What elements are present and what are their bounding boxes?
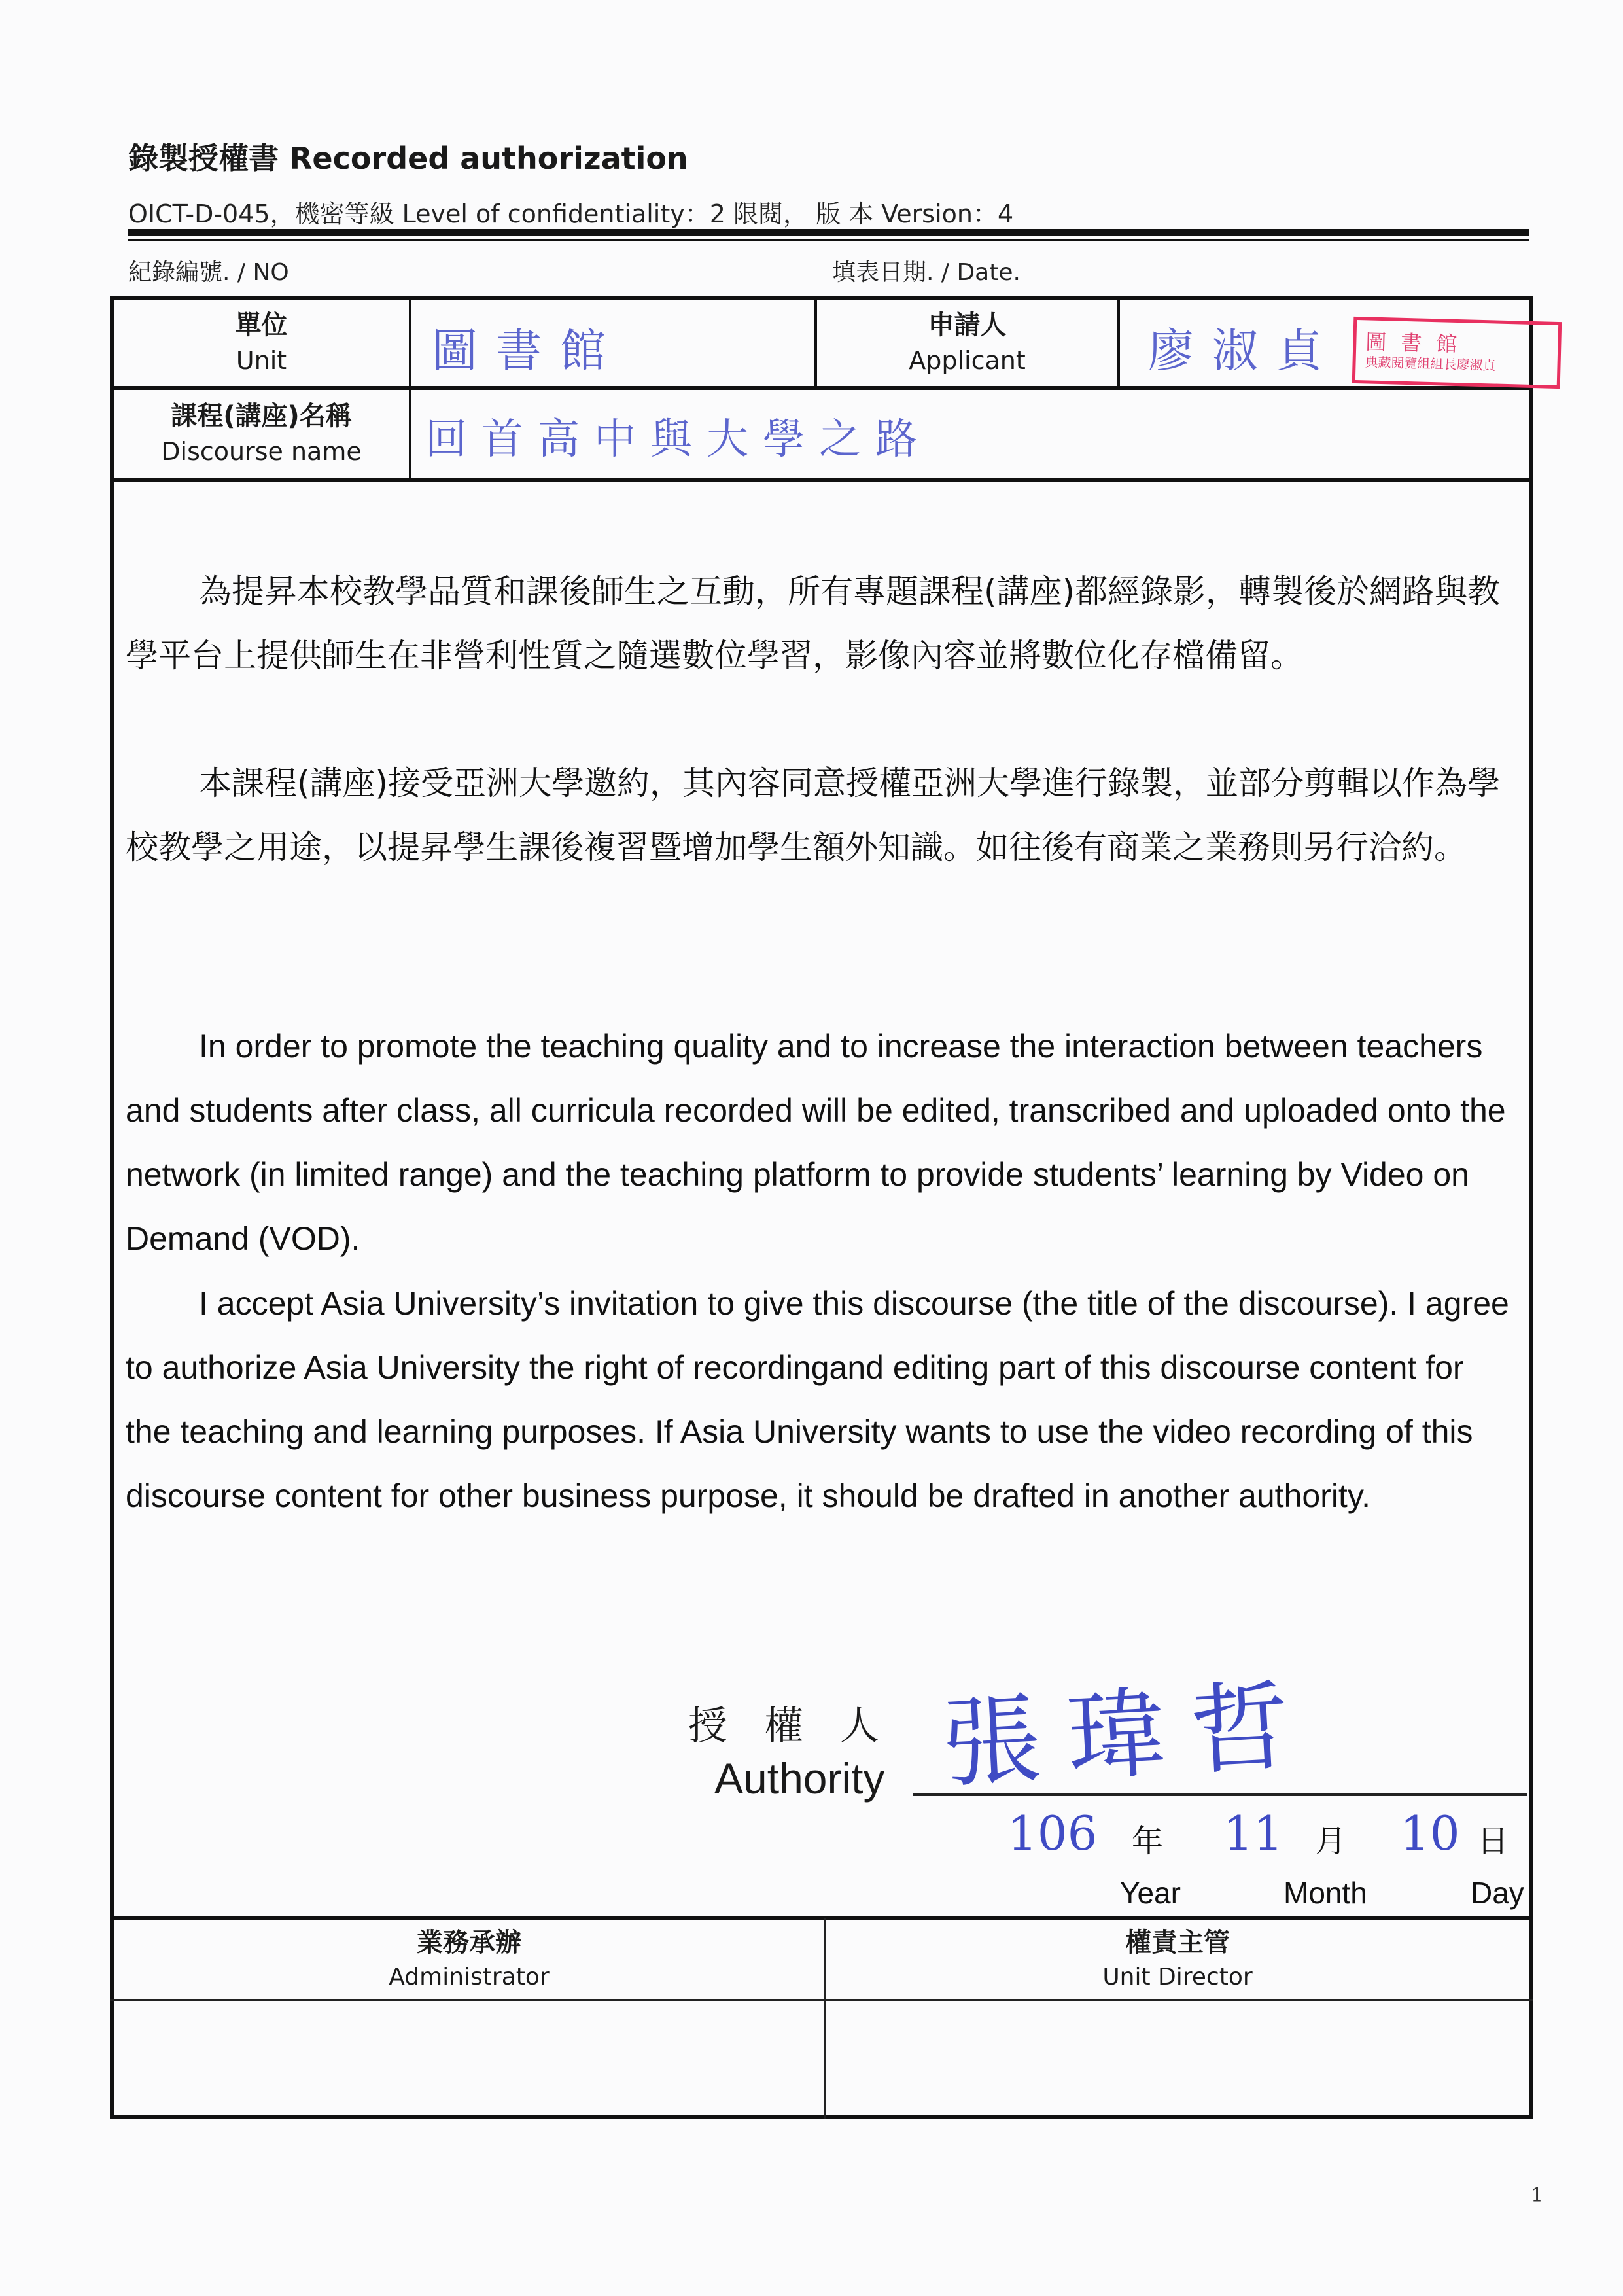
signature-field[interactable]: 張瑋哲 bbox=[939, 1669, 1318, 1802]
year-unit: 年 bbox=[1132, 1823, 1164, 1860]
month-label-en: Month bbox=[1283, 1876, 1367, 1910]
administrator-sign-box[interactable] bbox=[114, 2001, 824, 2115]
header-divider-thin bbox=[128, 239, 1529, 241]
month-field[interactable]: 11 bbox=[1223, 1806, 1283, 1861]
fill-date-label: 填表日期. / Date. bbox=[832, 259, 1021, 286]
discourse-label-zh: 課程(講座)名稱 bbox=[171, 401, 352, 432]
en-paragraph-1 bbox=[126, 1014, 1512, 1271]
zh-paragraph-1 bbox=[126, 559, 1512, 688]
zh-paragraph-2 bbox=[126, 751, 1512, 879]
official-seal-stamp bbox=[1352, 317, 1562, 389]
administrator-label-en: Administrator bbox=[389, 1964, 550, 1991]
applicant-label-en: Applicant bbox=[909, 346, 1026, 376]
page-number: 1 bbox=[1531, 2184, 1544, 2207]
stamp-line-2: 典藏閱覽組組長廖淑貞 bbox=[1365, 353, 1496, 374]
en-paragraph-1-text: In order to promote the teaching quality and to increase the interaction between teachers and students after class, all curricula recorded will be edited, transcribed and uploaded onto the network (in limited range) and the teaching platform to provide students’ learning by Video on Demand (VOD). bbox=[126, 1028, 1506, 1257]
discourse-label-en: Discourse name bbox=[161, 437, 362, 467]
en-paragraph-2-text: I accept Asia University’s invitation to give this discourse (the title of the discourse). I agree to authorize Asia University the right of recordingand editing part of this discourse content for the teaching and learning purposes. If Asia University wants to use the video recording of this discourse content for other business purpose, it should be drafted in another authority. bbox=[126, 1285, 1509, 1514]
unit-label-zh: 單位 bbox=[235, 310, 288, 341]
day-label-en: Day bbox=[1471, 1876, 1524, 1910]
unit-director-label bbox=[826, 1920, 1529, 1999]
stamp-line-1: 圖書館 bbox=[1365, 329, 1472, 357]
administrator-label bbox=[114, 1920, 824, 1999]
unit-label-en: Unit bbox=[236, 346, 287, 376]
document-title: 錄製授權書 Recorded authorization bbox=[128, 141, 688, 176]
year-field[interactable]: 106 bbox=[1007, 1806, 1098, 1861]
unit-director-sign-box[interactable] bbox=[826, 2001, 1529, 2115]
zh-paragraph-1-text: 為提昇本校教學品質和課後師生之互動，所有專題課程(講座)都經錄影，轉製後於網路與教學平台上提供師生在非營利性質之隨選數位學習，影像內容並將數位化存檔備留。 bbox=[126, 573, 1501, 675]
day-unit: 日 bbox=[1477, 1823, 1509, 1860]
record-number-label: 紀錄編號. / NO bbox=[128, 259, 289, 286]
unit-director-label-en: Unit Director bbox=[1102, 1964, 1253, 1991]
applicant-label bbox=[817, 300, 1117, 386]
authority-label-en: Authority bbox=[714, 1754, 885, 1803]
column-divider bbox=[409, 296, 411, 479]
zh-paragraph-2-text: 本課程(講座)接受亞洲大學邀約，其內容同意授權亞洲大學進行錄製，並部分剪輯以作為學校教學之用途，以提昇學生課後複習暨增加學生額外知識。如往後有商業之業務則另行洽約。 bbox=[126, 764, 1501, 866]
administrator-label-zh: 業務承辦 bbox=[417, 1928, 521, 1958]
column-divider bbox=[1117, 296, 1120, 389]
unit-field[interactable]: 圖書館 bbox=[432, 324, 624, 378]
applicant-field[interactable]: 廖淑貞 bbox=[1148, 324, 1340, 378]
discourse-name-field[interactable]: 回首高中與大學之路 bbox=[425, 415, 932, 464]
row-divider bbox=[110, 478, 1533, 482]
header-divider-thick bbox=[128, 229, 1529, 236]
unit-label bbox=[114, 300, 409, 386]
authority-label-zh: 授權人 bbox=[688, 1703, 916, 1749]
month-unit: 月 bbox=[1315, 1823, 1347, 1860]
en-paragraph-2 bbox=[126, 1271, 1512, 1528]
day-field[interactable]: 10 bbox=[1400, 1806, 1460, 1861]
document-subtitle: OICT-D-045，機密等級 Level of confidentiality：2 限閱， 版 本 Version：4 bbox=[128, 200, 1014, 228]
discourse-label bbox=[114, 390, 409, 478]
unit-director-label-zh: 權責主管 bbox=[1125, 1928, 1230, 1958]
applicant-label-zh: 申請人 bbox=[928, 310, 1007, 341]
year-label-en: Year bbox=[1120, 1876, 1181, 1910]
